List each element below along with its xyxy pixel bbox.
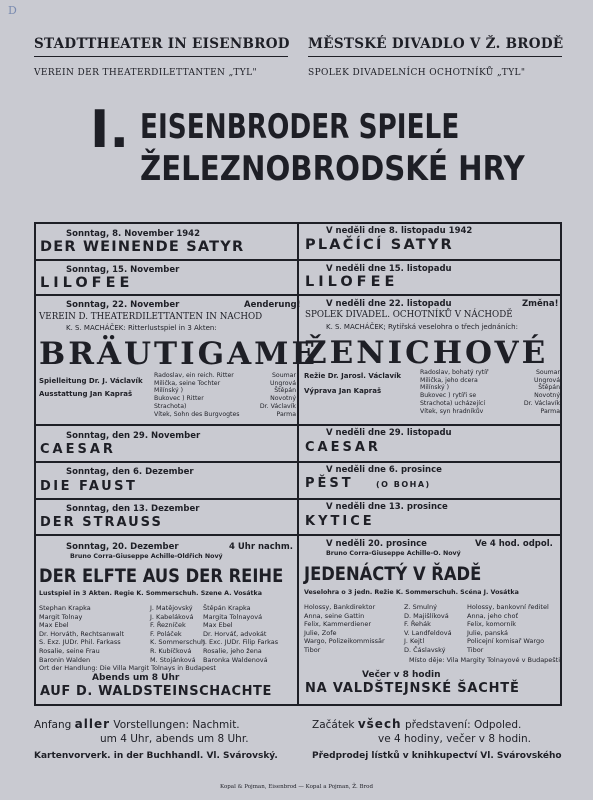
header-theater-cz: MĚSTSKÉ DIVADLO V Ž. BRODĚ [308,36,564,52]
role: Holossy, Bankdirektor [304,603,376,611]
actor: Parma [540,407,560,415]
r7-author-de: Bruno Corra-Giuseppe Achille-Oldřich Nový [70,553,223,560]
actor: Soumar [536,369,560,376]
role: Strachota) ucházející [420,399,486,407]
role: Margit Tolnay [39,612,83,621]
actor: Z. Smulný [404,603,437,611]
role: Vítek, Sohn des Burgvogtes [154,410,240,418]
role: Margita Tolnayová [203,612,263,621]
role: Felix, Kammerdiener [304,620,372,629]
r3-author-cz: K. S. MACHÁČEK; Rytířská veselohra o třech jednáních: [326,323,518,331]
actor: F. Řezníček [150,621,186,630]
footer-start-pre-de: Anfang [34,719,72,731]
r4-title-cz: CAESAR [305,440,381,455]
r2-date-cz: V neděli dne 15. listopadu [326,264,452,274]
role: Milička, seine Tochter [154,379,221,387]
role: Bukovec ) rytíři se [420,392,477,400]
r6-date-cz: V neděli dne 13. prosince [326,502,448,512]
r3-roles-cz [420,369,488,415]
header-rule-right [308,56,562,57]
row-separator [34,294,562,296]
actor: Novotný [270,395,296,403]
r2-date-de: Sonntag, 15. November [66,265,180,275]
r7-place-de: Ort der Handlung: Die Villa Margit Tolnays in Budapest [39,664,216,672]
r5-subtitle-cz: (O BOHA) [376,480,431,489]
r7-author-cz: Bruno Corra-Giuseppe Achille-O. Nový [326,550,461,557]
role: Radoslav, bohatý rytíř [420,369,489,376]
row-separator [34,424,562,426]
actor: Štěpán [274,387,296,395]
role: Bukovec ) Ritter [154,395,204,403]
role: Tibor [304,645,321,654]
role: Stephan Krapka [39,604,91,612]
r3-group-cz: SPOLEK DIVADEL. OCHOTNÍKŮ V NÁCHODĚ [305,309,513,320]
r7-col2-de [150,604,205,664]
role: Strachota) [154,402,187,410]
r7-col3-de [203,604,278,664]
r7-evening-title-de: AUF D. WALDSTEINSCHACHTE [40,684,273,699]
r1-title-cz: PLAČÍCÍ SATYR [305,237,454,253]
r2-title-de: LILOFEE [40,275,134,291]
r7-title-de: DER ELFTE AUS DER REIHE [39,565,284,587]
r3-crew2-cz: Výprava Jan Kapraš [304,387,382,395]
actor: J. Kejtl [404,637,425,646]
r7-title-cz: JEDENÁCTÝ V ŘADĚ [304,563,482,585]
header-verein-cz: SPOLEK DIVADELNÍCH OCHOTNÍKŮ „TYL" [308,68,526,78]
r7-evening-de: Abends um 8 Uhr [92,673,180,683]
footer-start-post-cz: představení: Odpoled. [404,719,522,731]
r5-date-cz: V neděli dne 6. prosince [326,465,442,475]
r7-place-cz: Místo děje: Vila Margity Tolnayové v Budapešti [409,656,561,664]
role: Milička, jeho dcera [420,376,478,384]
footer-start-word-de: aller [74,717,111,731]
footer-start-word-cz: všech [357,717,402,731]
row-separator [34,259,562,261]
role: Felix, komorník [467,620,517,629]
actor: D. Majišlíková [404,611,449,620]
role: Rosalie, jeho žena [203,646,262,655]
r7-col1-de [39,604,124,664]
r5-date-de: Sonntag, den 6. Dezember [66,467,194,477]
r2-title-cz: LILOFEE [305,274,399,290]
r3-title-cz: ŽENICHOVÉ [304,335,549,371]
role: Policejní komisař Wargo [467,637,545,646]
role: Vítek, syn hradníkův [420,407,484,415]
footer-presale-de: Kartenvorverk. in der Buchhandl. Vl. Svárovský. [34,751,278,761]
actor: F. Poláček [150,629,182,638]
row-separator [34,534,562,536]
row-separator [34,461,562,463]
footer-start-pre-cz: Začátek [312,719,355,731]
r7-info-de: Lustspiel in 3 Akten. Regie K. Sommerschuh. Szene A. Vosátka [39,590,262,597]
r7-date-de: Sonntag, 20. Dezember [66,542,179,552]
corner-mark: D [8,4,17,17]
r4-title-de: CAESAR [40,442,116,457]
actor: V. Landfeldová [404,628,452,637]
r3-date-de: Sonntag, 22. November [66,300,180,310]
role: Julie, panská [467,628,509,637]
r7-evening-title-cz: NA VALDŠTEJNSKÉ ŠACHTĚ [305,681,520,696]
actor: D. Čáslavský [404,645,446,654]
actor: R. Kubíčková [150,646,192,655]
r3-crew1-cz: Režie Dr. Jarosl. Václavík [304,372,402,380]
role: Max Ebel [39,621,69,630]
header-theater-de: STADTTHEATER IN EISENBROD [34,36,290,52]
r7-col2-cz [404,603,452,655]
actor: Dr. Václavík [259,402,296,410]
r7-col3-cz [467,603,549,655]
r3-title-de: BRÄUTIGAME [39,336,319,372]
r3-change-de: Aenderung! [244,300,301,310]
role: Holossy, bankovní ředitel [467,603,549,611]
role: Rosalie, seine Frau [39,646,100,655]
actor: M. Stojánková [150,655,196,664]
header-verein-de: VEREIN DER THEATERDILETTANTEN „TYL" [34,68,257,78]
footer-times-cz: ve 4 hodiny, večer v 8 hodin. [378,733,532,745]
r5-title-de: DIE FAUST [40,479,138,494]
role: Radoslav, ein reich. Ritter [154,372,234,379]
r4-date-de: Sonntag, den 29. November [66,431,201,441]
r1-date-cz: V neděli dne 8. listopadu 1942 [326,226,473,236]
festival-title-cz: ŽELEZNOBRODSKÉ HRY [140,149,525,189]
actor: J. Matějovský [150,604,193,612]
role: Max Ebel [203,621,233,630]
actor: Parma [276,410,296,418]
actor: Dr. Václavík [523,399,560,407]
r1-title-de: DER WEINENDE SATYR [40,239,245,255]
role: Julie, Zofe [304,628,337,637]
r3-date-cz: V neděli dne 22. listopadu [326,299,452,309]
festival-title-de: EISENBRODER SPIELE [140,107,460,147]
role: Dr. Horváth, Rechtsanwalt [39,629,124,638]
festival-numeral: I. [90,100,130,160]
r7-time-cz: Ve 4 hod. odpol. [475,539,553,549]
role: Anna, seine Gattin [304,611,365,620]
footer-start-de [34,717,240,731]
r7-col1-cz [304,603,385,655]
r7-time-de: 4 Uhr nachm. [229,542,293,552]
r1-date-de: Sonntag, 8. November 1942 [66,229,201,239]
r3-roles-de [154,372,240,418]
r6-date-de: Sonntag, den 13. Dezember [66,504,200,514]
r7-info-cz: Veselohra o 3 jedn. Režie K. Sommerschuh. Scéna J. Vosátka [304,589,519,596]
r3-actors-de [240,372,296,418]
r6-title-cz: KYTICE [305,514,375,529]
role: J. Exc. JUDr. Filip Farkas [203,638,279,647]
role: Baronka Waldenová [203,655,268,664]
r3-crew2-de: Ausstattung Jan Kapraš [39,390,133,398]
role: Dr. Horváť, advokát [203,629,267,638]
actor: Novotný [534,392,560,400]
actor: J. Kabeláková [150,612,194,621]
actor: K. Sommerschuh [150,638,206,647]
r6-title-de: DER STRAUSS [40,515,163,530]
role: Milínský ) [154,387,184,395]
role: Tibor [467,645,484,654]
footer-presale-cz: Předprodej lístků v knihkupectví Vl. Svárovského [312,751,562,761]
role: Wargo, Polizeikommissär [304,637,385,646]
r7-date-cz: V neděli 20. prosince [326,539,427,549]
actor: Ungrová [269,379,296,387]
footer-times-de: um 4 Uhr, abends um 8 Uhr. [100,733,249,745]
footer-start-cz [312,717,521,731]
r3-actors-cz [505,369,560,415]
r3-change-cz: Změna! [522,299,559,309]
r4-date-cz: V neděli dne 29. listopadu [326,428,452,438]
role: Baronin Walden [39,655,91,664]
header-rule-left [34,56,288,57]
r3-crew1-de: Spielleitung Dr. J. Václavík [39,377,143,385]
role: S. Exz. JUDr. Phil. Farkass [39,638,121,647]
actor: F. Řehák [404,620,431,629]
r7-evening-cz: Večer v 8 hodin [362,670,441,680]
actor: Soumar [272,372,296,379]
footer-start-post-de: Vorstellungen: Nachmit. [113,719,240,731]
row-separator [34,498,562,500]
role: Milínský ) [420,384,450,392]
printer-imprint: Kopal & Pojman, Eisenbrod — Kopal a Pojman, Ž. Brod [220,784,373,790]
role: Štěpán Krapka [203,604,251,612]
role: Anna, jeho choť [467,611,518,620]
r3-author-de: K. S. MACHÁČEK: Ritterlustspiel in 3 Akten: [66,324,217,332]
actor: Ungrová [533,376,560,384]
r5-title-cz: PĚST [305,476,354,491]
actor: Štěpán [538,384,560,392]
r3-group-de: VEREIN D. THEATERDILETTANTEN IN NACHOD [39,311,263,322]
